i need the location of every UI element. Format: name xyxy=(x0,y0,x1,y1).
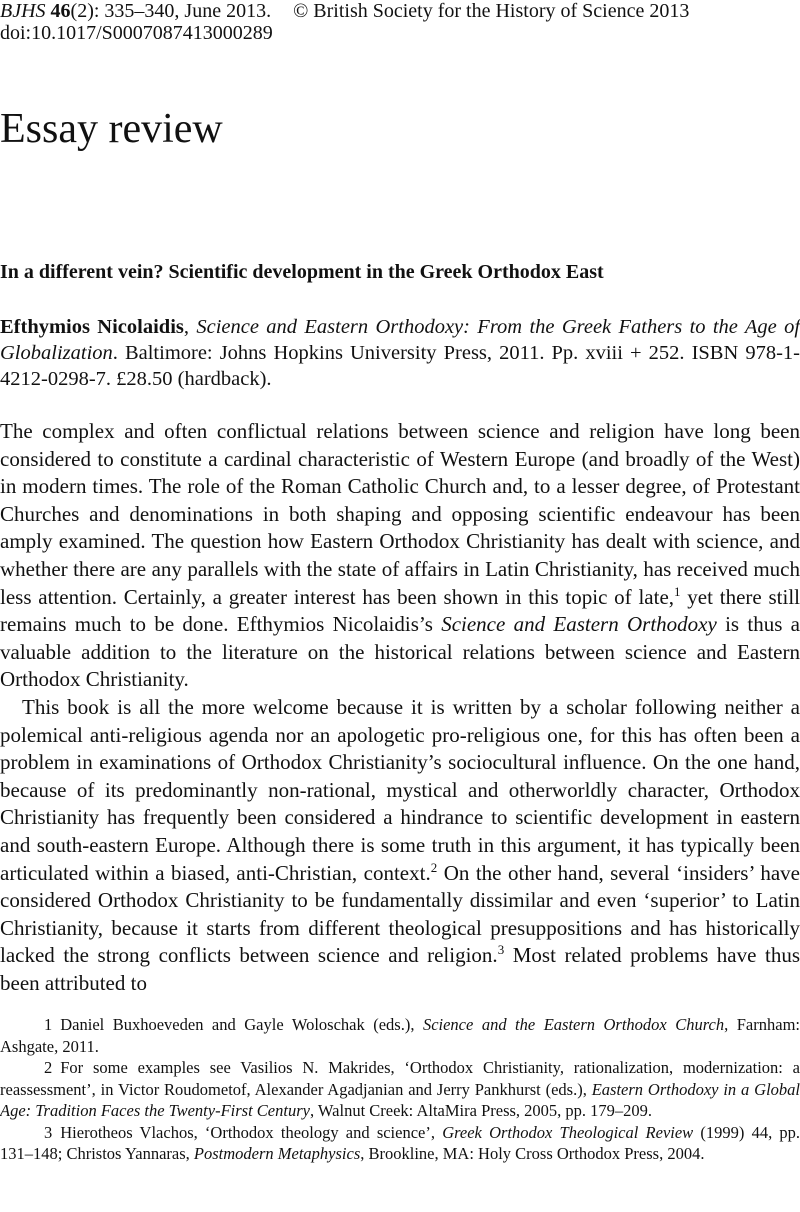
book-title-ref: Science and Eastern Orthodoxy xyxy=(441,612,717,637)
copyright-notice: © British Society for the History of Science 2013 xyxy=(293,0,690,22)
review-title: In a different vein? Scientific development in the Greek Orthodox East xyxy=(0,261,604,283)
footnote-number: 2 xyxy=(44,1058,53,1077)
paragraph-1: The complex and often conflictual relations between science and religion have long been considered to constitute a cardinal characteristic of Western Europe (and broadly of the West) in modern times. The role of the Roman Catholic Church and, to a lesser degree, of Protestant Churches and denominations in both shaping and opposing scientific endeavour has been amply examined. The question how Eastern Orthodox Christianity has dealt with science, and whether there are any parallels with the state of affairs in Latin Christianity, has received much less attention. Certainly, a greater interest has been shown in this topic of late,$^1$ yet there still remains much to be done. Efthymios Nicolaidis’s Science and Eastern Orthodoxy is thus a valuable addition to the literature on the historical relations between science and Eastern Orthodox Christianity. xyxy=(0,419,800,692)
book-author: Efthymios Nicolaidis xyxy=(0,316,184,338)
footnote-1: 1 Daniel Buxhoeveden and Gayle Woloschak (eds.), Science and the Eastern Orthodox Church, Farnham: Ashgate, 2011. xyxy=(0,1015,800,1056)
paragraph-2: This book is all the more welcome because it is written by a scholar following neither a polemical anti-religious agenda nor an apologetic pro-religious one, for this has often been a problem in examinations of Orthodox Christianity’s sociocultural influence. On the one hand, because of its predominantly non-rational, mystical and otherworldly character, Orthodox Christianity has frequently been considered a hindrance to scientific development in eastern and south-eastern Europe. Although there is some truth in this argument, it has typically been articulated within a biased, anti-Christian, context.$^2$ On the other hand, several ‘insiders’ have considered Orthodox Christianity to be fundamentally dissimilar and even ‘superior’ to Latin Christianity, because it starts from different theological presuppositions and has historically lacked the strong conflicts between science and religion.$^3$ Most related problems have thus been attributed to xyxy=(0,694,800,995)
footnote-3: 3 Hierotheos Vlachos, ‘Orthodox theology and science’, Greek Orthodox Theological Review (1999) 44, pp. 131–148; Christos Yannaras, Postmodern Metaphysics, Brookline, MA: Holy Cross Orthodox Press, 2004. xyxy=(0,1122,800,1163)
footnotes xyxy=(0,1014,800,1165)
book-title: Science and Eastern Orthodoxy: From the Greek Fathers to the Age of Globalization xyxy=(0,316,800,364)
volume-number: 46 xyxy=(50,0,71,22)
footnote-ref-3[interactable]: 3 xyxy=(497,942,505,958)
footnote-ref-2[interactable]: 2 xyxy=(430,859,438,875)
footnote-ref-1[interactable]: 1 xyxy=(674,583,681,599)
doi[interactable]: doi:10.1017/S0007087413000289 xyxy=(0,22,273,44)
footnote-number: 3 xyxy=(44,1122,53,1142)
journal-citation-line xyxy=(0,0,800,22)
running-header xyxy=(0,0,800,44)
section-title: Essay review xyxy=(0,106,223,152)
book-citation: Efthymios Nicolaidis, Science and Eastern Orthodoxy: From the Greek Fathers to the Age of Globalization. Baltimore: Johns Hopkins University Press, 2011. Pp. xviii + 252. ISBN 978-1-4212-0298-7. £28.50 (hardback). xyxy=(0,316,800,390)
footnote-2: 2 For some examples see Vasilios N. Makrides, ‘Orthodox Christianity, rationalization, modernization: a reassessment’, in Victor Roudometof, Alexander Agadjanian and Jerry Pankhurst (eds.), Eastern Orthodoxy in a Global Age: Tradition Faces the Twenty-First Century, Walnut Creek: AltaMira Press, 2005, pp. 179–209. xyxy=(0,1058,800,1120)
footnote-number: 1 xyxy=(44,1015,53,1034)
article-body xyxy=(0,418,800,997)
issue-pages: (2): 335–340, June 2013. xyxy=(70,0,272,22)
journal-abbrev: BJHS xyxy=(0,0,46,22)
book-details: . Baltimore: Johns Hopkins University Press, 2011. Pp. xviii + 252. ISBN 978-1-4212-0298-7. £28.50 (hardback). xyxy=(0,342,800,390)
